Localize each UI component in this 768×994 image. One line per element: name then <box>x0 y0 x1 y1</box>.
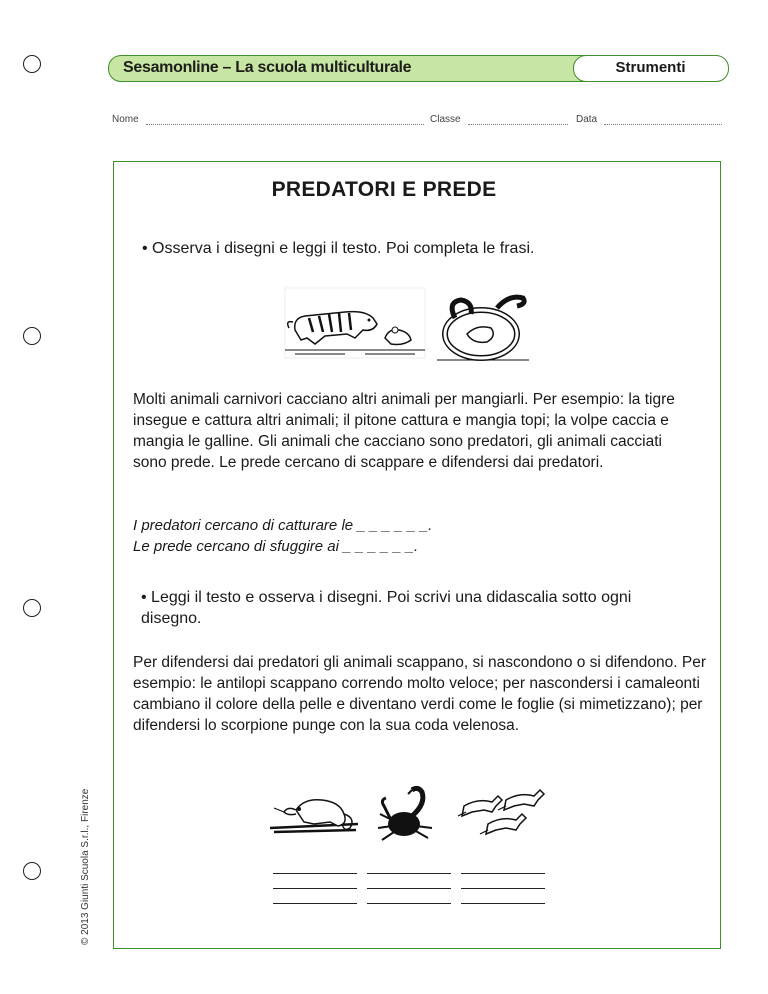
chameleon-icon <box>270 788 360 844</box>
caption-line[interactable] <box>273 888 357 889</box>
caption-line[interactable] <box>461 873 545 874</box>
header-tab-strumenti: Strumenti <box>573 55 729 82</box>
caption-line[interactable] <box>461 903 545 904</box>
python-with-mouse-icon <box>437 288 529 364</box>
copyright-notice: © 2013 Giunti Scuola S.r.l., Firenze <box>80 788 91 945</box>
binder-hole <box>23 599 41 617</box>
paragraph-2: Per difendersi dai predatori gli animali scappano, si nascondono o si difendono. Per esempio: le antilopi scappano correndo molto veloce; per nascondersi i camaleonti cambiano il colore della pelle e diventano verdi come le foglie (si mimetizzano); per difendersi lo scorpione punge con la sua coda velenosa. <box>133 654 706 734</box>
class-label: Classe <box>430 114 461 125</box>
antelopes-running-icon <box>458 788 548 840</box>
caption-line[interactable] <box>367 888 451 889</box>
caption-line[interactable] <box>461 888 545 889</box>
name-label: Nome <box>112 114 139 125</box>
caption-line[interactable] <box>273 903 357 904</box>
instruction-2: • Leggi il testo e osserva i disegni. Poi scrivi una didascalia sotto ogni disegno. <box>141 589 632 627</box>
caption-line[interactable] <box>273 873 357 874</box>
tiger-chasing-mouse-icon <box>285 288 425 358</box>
sentence-1: I predatori cercano di catturare le _ _ _ _ _ _. <box>133 517 433 534</box>
date-field[interactable] <box>604 124 722 125</box>
header-bar <box>108 55 728 82</box>
class-field[interactable] <box>468 124 568 125</box>
date-label: Data <box>576 114 598 125</box>
header-title: Sesamonline – La scuola multiculturale <box>123 59 412 76</box>
binder-hole <box>23 327 41 345</box>
scorpion-icon <box>374 784 440 848</box>
paragraph-1: Molti animali carnivori cacciano altri animali per mangiarli. Per esempio: la tigre insegue e cattura altri animali; il pitone cattura e mangia topi; la volpe caccia e mangia le galline. Gli animali che cacciano sono predatori, gli animali cacciati sono prede. Le prede cercano di scappare e difendersi dai predatori. <box>133 391 675 471</box>
caption-line[interactable] <box>367 903 451 904</box>
binder-hole <box>23 55 41 73</box>
sentence-2: Le prede cercano di sfuggire ai _ _ _ _ _ _. <box>133 538 419 555</box>
page-title: PREDATORI E PREDE <box>271 178 497 201</box>
caption-line[interactable] <box>367 873 451 874</box>
instruction-1: • Osserva i disegni e leggi il testo. Poi completa le frasi. <box>142 240 535 257</box>
name-field[interactable] <box>146 124 424 125</box>
binder-hole <box>23 862 41 880</box>
